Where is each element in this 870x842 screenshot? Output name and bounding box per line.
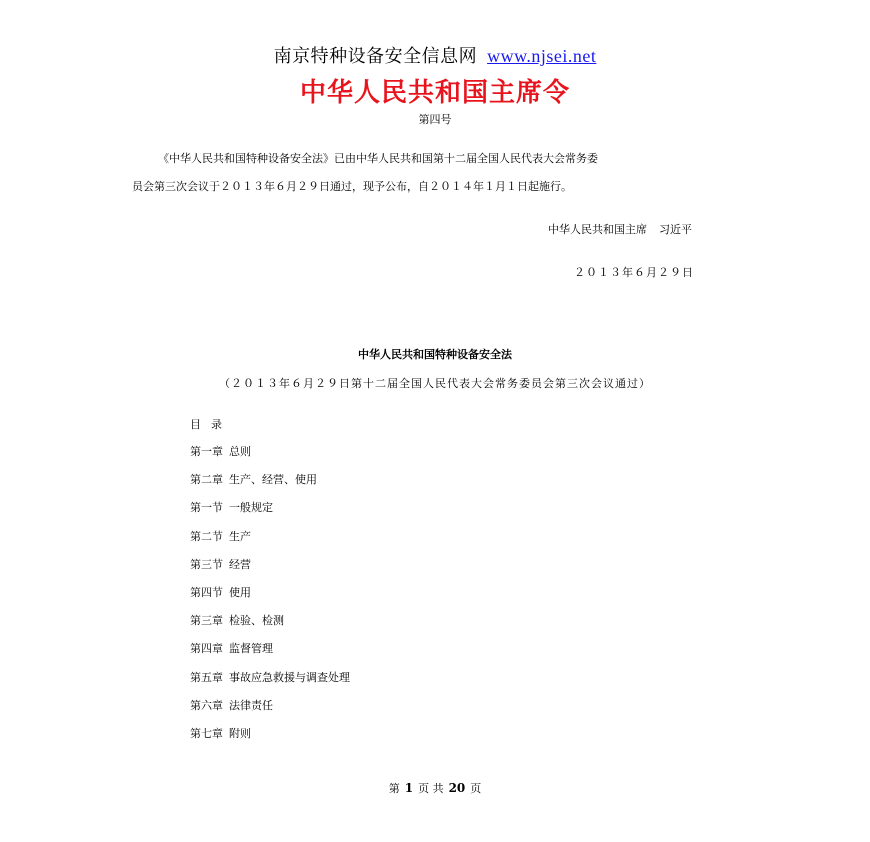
- toc-item-label: 第六章: [190, 698, 223, 712]
- signer-name: 习近平: [659, 223, 692, 236]
- toc-item-title: 生产、经营、使用: [229, 473, 317, 487]
- toc-item-title: 附则: [229, 726, 251, 740]
- site-url-link[interactable]: www.njsei.net: [487, 46, 597, 66]
- toc-item-label: 第七章: [190, 726, 223, 740]
- current-page-number: 1: [404, 781, 414, 795]
- toc-item: [190, 558, 350, 586]
- site-header: [0, 42, 870, 68]
- footer-middle: 页 共: [418, 782, 444, 795]
- total-pages-number: 20: [448, 781, 466, 795]
- toc-item-label: 第二章: [190, 473, 223, 487]
- page-footer: [0, 780, 870, 796]
- toc-item: [190, 473, 350, 501]
- toc-item-label: 第二节: [190, 529, 223, 543]
- toc-item-title: 经营: [229, 557, 251, 571]
- toc-item-label: 第五章: [190, 670, 223, 684]
- footer-suffix: 页: [470, 782, 482, 795]
- toc-item-label: 第三节: [190, 557, 223, 571]
- toc-item: [190, 642, 350, 670]
- toc-item-label: 第四章: [190, 642, 223, 656]
- toc-item-title: 生产: [229, 529, 251, 543]
- toc-item-title: 总则: [229, 445, 251, 458]
- footer-prefix: 第: [388, 782, 400, 795]
- toc-item-label: 第一章: [190, 445, 223, 458]
- toc-list: [190, 445, 350, 755]
- signature: [548, 221, 692, 237]
- law-title: 中华人民共和国特种设备安全法: [358, 348, 512, 361]
- toc-item: [190, 614, 350, 642]
- toc-item: [190, 530, 350, 558]
- toc-item-title: 检验、检测: [229, 614, 284, 628]
- toc-item: [190, 586, 350, 614]
- toc-item: [190, 671, 350, 699]
- toc-item: [190, 501, 350, 529]
- toc-item-label: 第三章: [190, 614, 223, 628]
- decree-paragraph-line-2: 员会第三次会议于２０１３年６月２９日通过，现予公布，自２０１４年１月１日起施行。: [132, 180, 572, 193]
- toc-item: [190, 727, 350, 755]
- toc-item-label: 第一节: [190, 501, 223, 515]
- decree-title: 中华人民共和国主席令: [299, 78, 570, 108]
- toc-item-title: 使用: [229, 585, 251, 599]
- decree-paragraph-line-1: 《中华人民共和国特种设备安全法》已由中华人民共和国第十二届全国人民代表大会常务委: [158, 152, 598, 165]
- toc-item-title: 一般规定: [229, 501, 273, 515]
- signer-title: 中华人民共和国主席: [548, 223, 647, 236]
- decree-number: 第四号: [418, 113, 452, 126]
- toc-item-title: 事故应急救援与调查处理: [229, 670, 350, 684]
- law-subtitle: （２０１３年６月２９日第十二届全国人民代表大会常务委员会第三次会议通过）: [219, 377, 651, 390]
- toc-item: [190, 699, 350, 727]
- toc-item: [190, 445, 350, 473]
- sign-date: ２０１３年６月２９日: [574, 266, 694, 279]
- toc-item-title: 监督管理: [229, 642, 273, 656]
- toc-item-title: 法律责任: [229, 698, 273, 712]
- toc-item-label: 第四节: [190, 585, 223, 599]
- toc-heading: 目录: [190, 418, 232, 431]
- site-name: 南京特种设备安全信息网: [273, 46, 478, 67]
